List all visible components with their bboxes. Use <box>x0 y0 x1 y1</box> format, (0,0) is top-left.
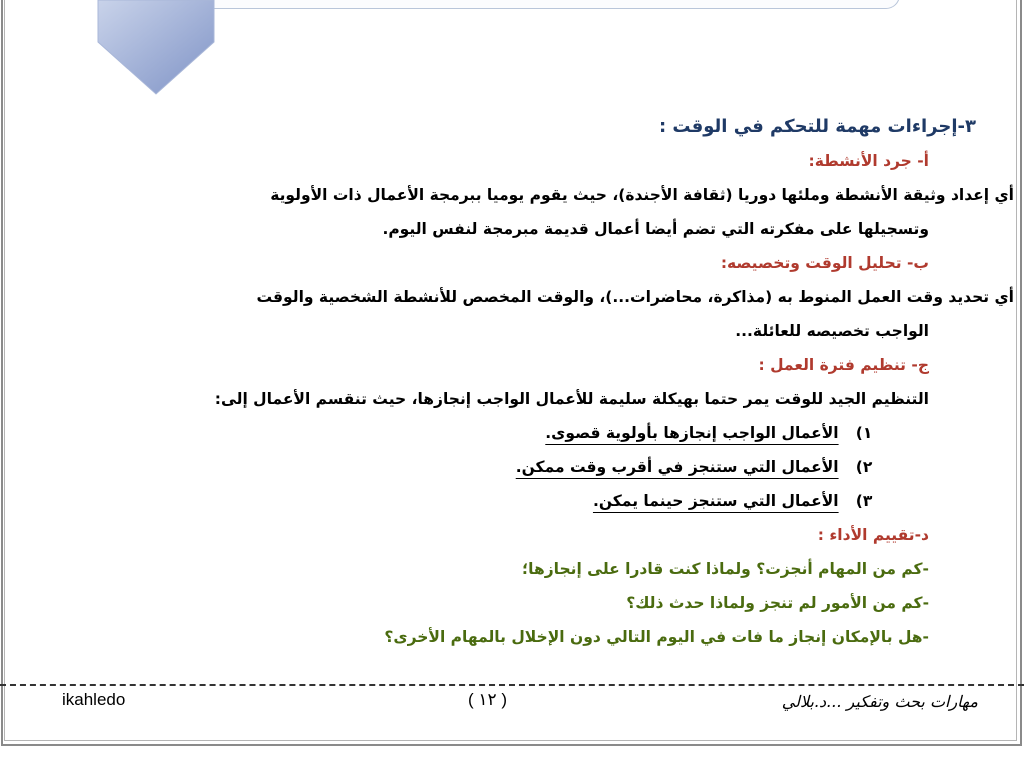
paragraph-a-line-1: أي إعداد وثيقة الأنشطة وملئها دوريا (ثقافة الأجندة)، حيث يقوم يوميا ببرمجة الأعمال ذات الأولوية <box>270 186 1014 204</box>
question-2: -كم من الأمور لم تنجز ولماذا حدث ذلك؟ <box>626 594 929 612</box>
subheading-c: ج- تنظيم فترة العمل : <box>758 356 929 374</box>
list-item-number: ٢) <box>855 458 873 476</box>
section-title: ٣-إجراءات مهمة للتحكم في الوقت : <box>658 116 976 137</box>
list-item-text: الأعمال التي ستنجز حينما يمكن. <box>592 492 839 510</box>
chevron-down-icon <box>96 0 216 96</box>
list-item-number: ٣) <box>855 492 873 510</box>
footer-author: ikahledo <box>62 690 126 709</box>
subheading-d: د-تقييم الأداء : <box>817 526 929 544</box>
subheading-b: ب- تحليل الوقت وتخصيصه: <box>720 254 929 272</box>
subheading-a: أ- جرد الأنشطة: <box>808 152 929 170</box>
list-item <box>593 484 884 518</box>
list-item-number: ١) <box>855 424 873 442</box>
footer-course-title: مهارات بحث وتفكير ...د.بلالي <box>781 692 978 711</box>
paragraph-c-intro: التنظيم الجيد للوقت يمر حتما بهيكلة سليمة للأعمال الواجب إنجازها، حيث تنقسم الأعمال إلى: <box>214 390 929 408</box>
footer-divider <box>0 684 1024 686</box>
question-1: -كم من المهام أنجزت؟ ولماذا كنت قادرا على إنجازها؛ <box>521 560 929 578</box>
list-item-text: الأعمال التي ستنجز في أقرب وقت ممكن. <box>515 458 839 476</box>
question-3: -هل بالإمكان إنجاز ما فات في اليوم التالي دون الإخلال بالمهام الأخرى؟ <box>384 628 929 646</box>
paragraph-a-line-2: وتسجيلها على مفكرته التي تضم أيضا أعمال قديمة مبرمجة لنفس اليوم. <box>382 220 929 238</box>
header-bar <box>200 0 900 9</box>
list-item <box>545 416 884 450</box>
list-item-text: الأعمال الواجب إنجازها بأولوية قصوى. <box>545 424 839 442</box>
list-item <box>516 450 884 484</box>
paragraph-b-line-1: أي تحديد وقت العمل المنوط به (مذاكرة، محاضرات...)، والوقت المخصص للأنشطة الشخصية والوقت <box>256 288 1014 306</box>
page-number: ( ١٢ ) <box>468 690 508 709</box>
paragraph-b-line-2: الواجب تخصيصه للعائلة... <box>735 322 929 340</box>
